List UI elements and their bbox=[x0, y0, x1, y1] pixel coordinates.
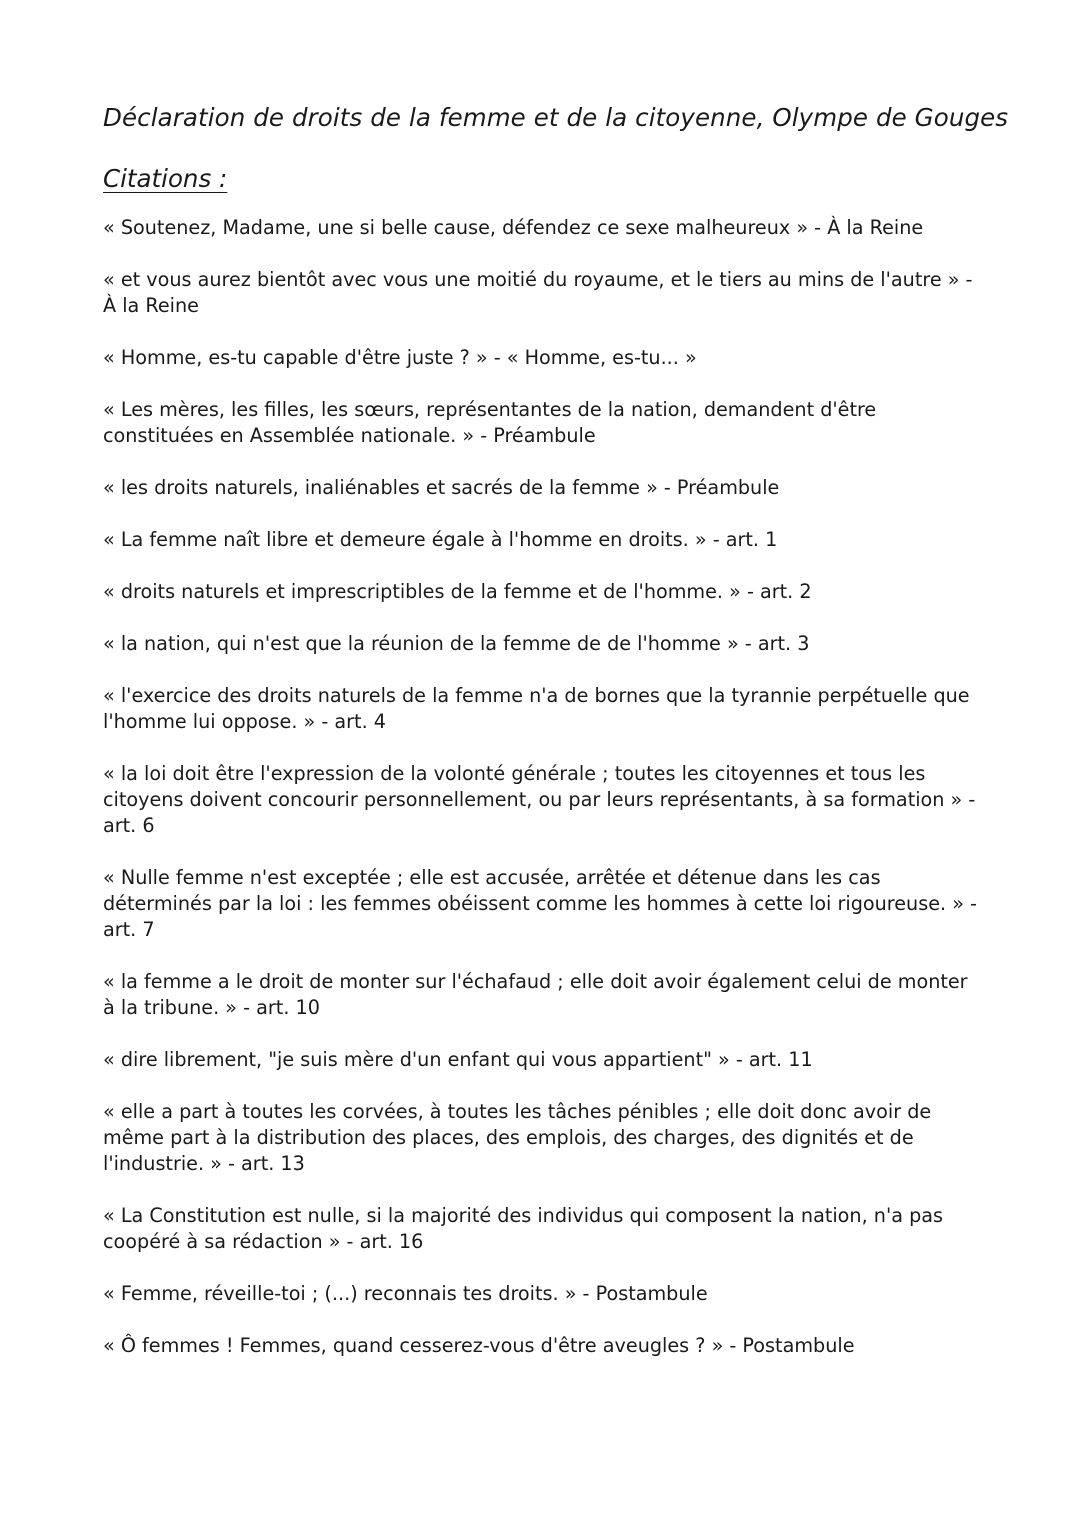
quote-item: « la loi doit être l'expression de la volonté générale ; toutes les citoyennes et tous les citoyens doivent concourir personnellement, ou par leurs représentants, à sa formation » - art. 6 bbox=[103, 762, 976, 837]
quote-item: « dire librement, "je suis mère d'un enfant qui vous appartient" » - art. 11 bbox=[103, 1048, 813, 1071]
quote-item: « Les mères, les filles, les sœurs, représentantes de la nation, demandent d'être constituées en Assemblée nationale. » - Préambule bbox=[103, 398, 877, 447]
quote-item: « et vous aurez bientôt avec vous une moitié du royaume, et le tiers au mins de l'autre » - À la Reine bbox=[103, 268, 973, 317]
quote-item: « La femme naît libre et demeure égale à l'homme en droits. » - art. 1 bbox=[103, 528, 778, 551]
section-heading-citations: Citations : bbox=[103, 164, 228, 193]
quote-item: « Homme, es-tu capable d'être juste ? » - « Homme, es-tu... » bbox=[103, 346, 697, 369]
quote-item: « Nulle femme n'est exceptée ; elle est accusée, arrêtée et détenue dans les cas déterminés par la loi : les femmes obéissent comme les hommes à cette loi rigoureuse. » - art. 7 bbox=[103, 866, 977, 941]
quote-item: « Ô femmes ! Femmes, quand cesserez-vous d'être aveugles ? » - Postambule bbox=[103, 1334, 855, 1357]
document-title: Déclaration de droits de la femme et de la citoyenne, Olympe de Gouges bbox=[103, 103, 1009, 132]
document-page bbox=[103, 100, 1009, 1385]
quote-item: « La Constitution est nulle, si la majorité des individus qui composent la nation, n'a pas coopéré à sa rédaction » - art. 16 bbox=[103, 1204, 944, 1253]
quote-item: « Femme, réveille-toi ; (...) reconnais tes droits. » - Postambule bbox=[103, 1282, 708, 1305]
quote-item: « l'exercice des droits naturels de la femme n'a de bornes que la tyrannie perpétuelle que l'homme lui oppose. » - art. 4 bbox=[103, 684, 970, 733]
quote-item: « la nation, qui n'est que la réunion de la femme de de l'homme » - art. 3 bbox=[103, 632, 810, 655]
quote-item: « elle a part à toutes les corvées, à toutes les tâches pénibles ; elle doit donc avoir de même part à la distribution des places, des emplois, des charges, des dignités et de l'industrie. » - art. 13 bbox=[103, 1100, 932, 1175]
quote-item: « les droits naturels, inaliénables et sacrés de la femme » - Préambule bbox=[103, 476, 780, 499]
quote-item: « la femme a le droit de monter sur l'échafaud ; elle doit avoir également celui de monter à la tribune. » - art. 10 bbox=[103, 970, 968, 1019]
quote-list bbox=[103, 215, 983, 1359]
quote-item: « Soutenez, Madame, une si belle cause, défendez ce sexe malheureux » - À la Reine bbox=[103, 216, 924, 239]
quote-item: « droits naturels et imprescriptibles de la femme et de l'homme. » - art. 2 bbox=[103, 580, 812, 603]
